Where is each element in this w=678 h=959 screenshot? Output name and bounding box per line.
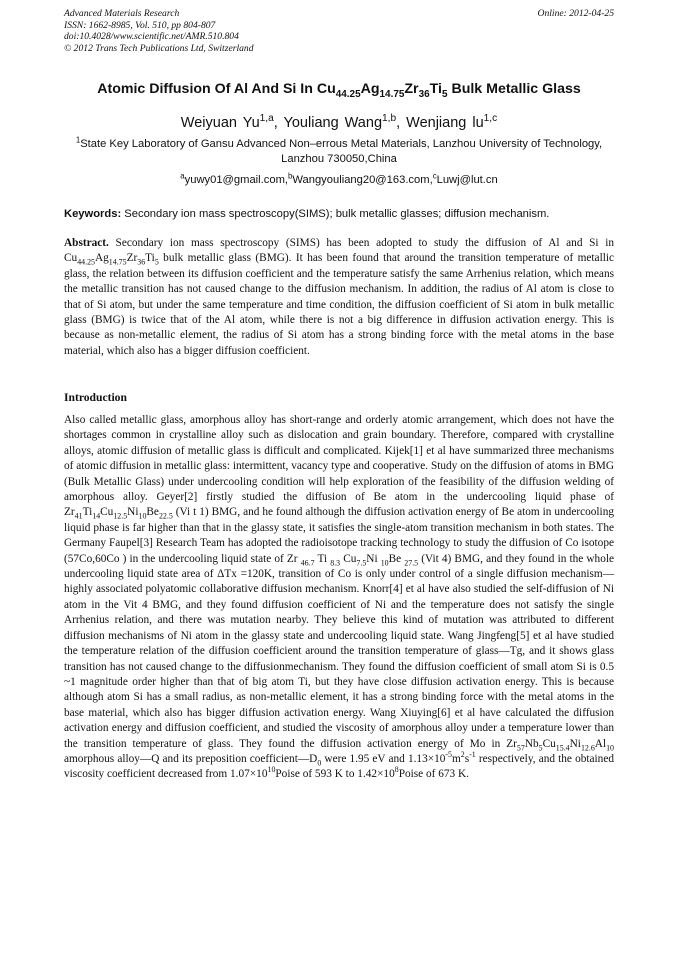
author-list: Weiyuan Yu$^{1,a}$, Youliang Wang$^{1,b}$, Wenjiang lu$^{1,c}$ (180, 113, 498, 131)
author-name: Weiyuan Yu (180, 115, 260, 131)
paper-title: Atomic Diffusion Of Al And Si In $Cu_{44.25}Ag_{14.75}Zr_{36}Ti_5$ Bulk Metallic Glass (97, 81, 581, 100)
section-heading-introduction: Introduction (64, 391, 127, 404)
issn: ISSN: 1662-8985, Vol. 510, pp 804-807 (64, 19, 216, 31)
author-name: Wenjiang lu (406, 115, 484, 131)
abstract-label: Abstract. (64, 237, 109, 249)
email-link[interactable]: Wangyouliang20@163.com, (292, 174, 433, 186)
email-link[interactable]: Luwj@lut.cn (436, 174, 498, 186)
copyright: © 2012 Trans Tech Publications Ltd, Switzerland (64, 42, 254, 54)
abstract: Abstract. Secondary ion mass spectroscopy (SIMS) has been adopted to study the diffusion of Al and Si in $Cu_{44.25}Ag_{14.75}Zr_{36}Ti_5$ bulk metallic glass (BMG). It has been found that around the transition temperature of metallic glass, the relation between its diffusion coefficient and the temperature satisfy the same Arrhenius relation, which means the metallic transition has not caused change to the diffusion mechanism. In addition, the radius of Al atom is close to that of Si atom, but under the same temperature and time condition, the diffusion coefficient of Si atom in bulk metallic glass (BMG) is twice that of the Al atom, while there is not a big difference in diffusion activation energy. This is because as non-metallic element, the radius of Si atom has a strong binding force with the metal atoms in the base material, which also has a bigger diffusion coefficient. (64, 237, 614, 357)
author-name: Youliang Wang (283, 115, 383, 131)
doi: doi:10.4028/www.scientific.net/AMR.510.804 (64, 31, 239, 42)
author-emails: $^a$yuwy01@gmail.com,$^b$Wangyouliang20@163.com,$^c$Luwj@lut.cn (180, 171, 498, 186)
journal-name: Advanced Materials Research (64, 8, 180, 19)
affiliation: $^1$State Key Laboratory of Gansu Advanced Non–errous Metal Materials, Lanzhou University of Technology, Lanzhou 730050,China (75, 135, 603, 165)
email-link[interactable]: yuwy01@gmail.com, (184, 174, 289, 186)
keywords: Keywords: Secondary ion mass spectroscopy(SIMS); bulk metallic glasses; diffusion mechanism. (64, 208, 550, 220)
introduction-body: Also called metallic glass, amorphous alloy has short-range and orderly atomic arrangement, which does not have the shortages common in crystalline alloy such as dislocation and grain boundary. Therefore, compared with crystalline alloys, atomic diffusion of metallic glass is difficult and complicated. Kijek[1] et al have summarized three mechanisms of atomic diffusion in metallic glass: intermittent, vacancy type and cooperative. Study on the diffusion of atoms in BMG (Bulk Metallic Glass) under undercooling condition will help exploration of the feasibility of the diffusion welding of amorphous alloy. Geyer[2] firstly studied the diffusion of Be atom in the undercooling liquid phase of $Zr_{41}Ti_{14}Cu_{12.5}Ni_{10}Be_{22.5}$ (Vi t 1) BMG, and he found although the diffusion activation energy of Be atom in undercooling liquid phase is far higher than that in the glassy state, it satisfies the single-atom transition mechanism in both states. The Germany Faupel[3] Research Team has adopted the radioisotope tracking technology to study the diffusion of Co isotope (57Co,60Co ) in the undercooling liquid state of Zr $_{46.7}$ Ti $_{8.3}$ $Cu_{7.5}Ni$ $_{10}$Be $_{27.5}$ (Vit 4) BMG, and they found in the whole undercooling liquid state area of ΔTx =120K, transition of Co is only under control of a single diffusion mechanism—highly associated polyatomic collaborative diffusion mechanism. Knorr[4] et al have also studied the self-diffusion of Ni atom in the Vit 4 BMG, and they found diffusion coefficient of Ni and the temperature does not satisfy the single Arrhenius relation, and there was mutation nearby. They believe this kind of mutation was attributed to different diffusion mechanisms of Ni atom in the glassy state and undercooling liquid state. Wang Jingfeng[5] et al have studied the temperature relation of the diffusion coefficient around the transition temperature of glass—Tg, and it shows glass transition has not caused change to the diffusionmechanism. They found the diffusion coefficient of small atom Si is 0.5 ~1 magnitude order higher than that of big atom Ti, but they have close diffusion activation energy. This is because although atom Si has a small radius, as non-metallic element, it has a strong binding force with the metal atoms in the base material, which also has bigger diffusion activation energy. Wang Xiuying[6] et al have calculated the diffusion activation energy and diffusion coefficient, and studied the viscosity of amorphous alloy under a temperature lower than the transition temperature of glass. They found the diffusion activation energy of Mo in $Zr_{57}Nb_5Cu_{15.4}Ni_{12.6}Al_{10}$ amorphous alloy—Q and its preposition $coefficient—D_0$ were 1.95 eV and $1.13\times 10^{-5}m^2s^{-1}$ respectively, and the obtained viscosity coefficient decreased from $1.07\times 10^{10}Poise$ of 593 K to $1.42\times 10^8Poise$ of 673 K. (64, 414, 614, 781)
online-date: Online: 2012-04-25 (537, 8, 614, 19)
journal-header (64, 8, 614, 54)
keywords-label: Keywords: (64, 208, 122, 220)
